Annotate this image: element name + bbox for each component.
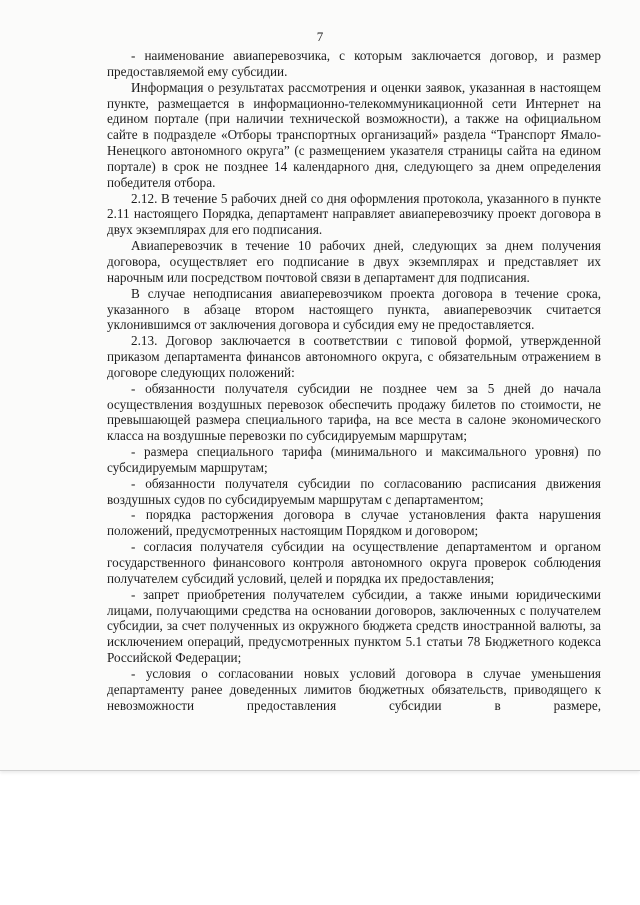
- body-paragraph: Информация о результатах рассмотрения и оценки заявок, указанная в настоящем пункте, размещается в информационно-телекоммуникационной сети Интернет на едином портале (при наличии технической возможности), а также на официальном сайте в подразделе «Отборы транспортных организаций» раздела “Транспорт Ямало-Ненецкого автономного округа” (с размещением указателя страницы сайта на едином портале) в срок не позднее 14 календарного дня, следующего за днем определения победителя отбора.: [107, 79, 601, 190]
- body-paragraph: 2.13. Договор заключается в соответствии с типовой формой, утвержденной приказом департамента финансов автономного округа, с обязательным отражением в договоре следующих положений:: [107, 333, 601, 380]
- list-item: - согласия получателя субсидии на осуществление департаментом и органом государственного финансового контроля автономного округа проверок соблюдения получателем субсидий условий, целей и порядка их предоставления;: [107, 539, 601, 586]
- page-number: 7: [316, 29, 324, 44]
- list-item: - обязанности получателя субсидии по согласованию расписания движения воздушных судов по субсидируемым маршрутам с департаментом;: [107, 475, 601, 507]
- body-paragraph: Авиаперевозчик в течение 10 рабочих дней, следующих за днем получения договора, осуществляет его подписание в двух экземплярах и представляет их нарочным или посредством почтовой связи в департамент для подписания.: [107, 238, 601, 285]
- list-item: - запрет приобретения получателем субсидии, а также иными юридическими лицами, получающими средства на основании договоров, заключенных с получателем субсидии, за счет полученных из окружного бюджета средств иностранной валюты, за исключением операций, предусмотренных пунктом 5.1 статьи 78 Бюджетного кодекса Российской Федерации;: [107, 586, 601, 666]
- list-item: - размера специального тарифа (минимального и максимального уровня) по субсидируемым маршрутам;: [107, 444, 601, 475]
- document-body: [107, 48, 601, 713]
- list-item: - порядка расторжения договора в случае установления факта нарушения положений, предусмотренных настоящим Порядком и договором;: [107, 507, 601, 539]
- body-paragraph: 2.12. В течение 5 рабочих дней со дня оформления протокола, указанного в пункте 2.11 настоящего Порядка, департамент направляет авиаперевозчику проект договора в двух экземплярах для его подписания.: [107, 190, 601, 238]
- body-paragraph: В случае неподписания авиаперевозчиком проекта договора в течение срока, указанного в абзаце втором настоящего пункта, авиаперевозчик считается уклонившимся от заключения договора и субсидия ему не предоставляется.: [107, 285, 601, 333]
- body-paragraph: - наименование авиаперевозчика, с которым заключается договор, и размер предоставляемой ему субсидии.: [107, 48, 601, 79]
- list-item: - обязанности получателя субсидии не позднее чем за 5 дней до начала осуществления воздушных перевозок обеспечить продажу билетов по стоимости, не превышающей размера специального тарифа, на все места в салоне экономического класса на воздушные перевозки по субсидируемым маршрутам;: [107, 380, 601, 444]
- list-item: - условия о согласовании новых условий договора в случае уменьшения департаменту ранее доведенных лимитов бюджетных обязательств, приводящего к невозможности предоставления субсидии в размере,: [107, 665, 601, 713]
